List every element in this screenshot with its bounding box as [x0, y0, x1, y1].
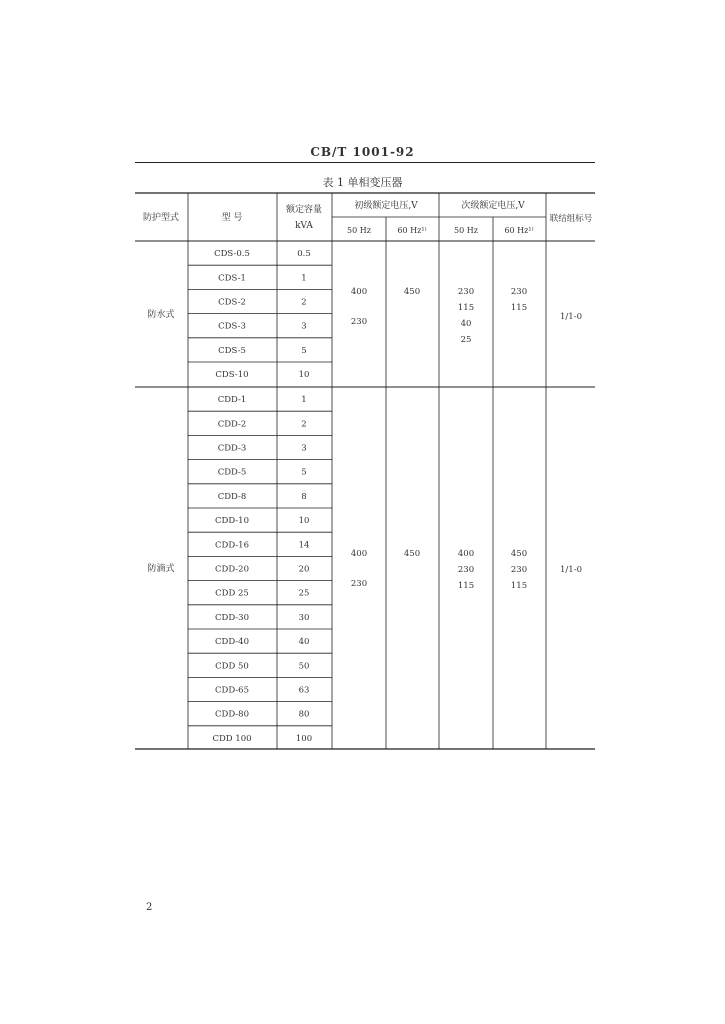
document-code: CB/T 1001-92: [310, 145, 415, 159]
row-model: CDS-10: [215, 370, 249, 381]
row-model: CDD-80: [215, 709, 249, 720]
row-model: CDD-2: [217, 419, 247, 430]
group-2-secondary-60-c: 115: [510, 581, 528, 591]
group-2-primary-50-b: 230: [350, 579, 368, 589]
row-capacity: 0.5: [297, 249, 311, 260]
row-capacity: 5: [301, 467, 307, 478]
row-capacity: 25: [298, 588, 310, 599]
row-capacity: 30: [298, 612, 310, 623]
row-model: CDD-40: [215, 637, 249, 648]
row-model: CDS-1: [218, 273, 246, 284]
group-1-primary-50-b: 230: [350, 317, 368, 327]
row-capacity: 50: [298, 661, 310, 672]
header-capacity-unit: kVA: [295, 221, 313, 231]
row-model: CDD-10: [215, 516, 249, 527]
header-model: 型 号: [221, 213, 243, 223]
row-model: CDD-3: [217, 443, 247, 454]
row-capacity: 20: [298, 564, 310, 575]
row-capacity: 63: [298, 685, 310, 696]
row-model: CDS-0.5: [214, 249, 250, 260]
header-primary-voltage: 初级额定电压,V: [354, 201, 418, 211]
row-capacity: 100: [295, 733, 313, 744]
header-capacity: 额定容量: [285, 205, 323, 215]
header-secondary-voltage: 次级额定电压,V: [461, 201, 525, 211]
row-model: CDD-30: [215, 612, 249, 623]
row-model: CDD 100: [212, 733, 252, 744]
group-1-connection: 1/1-0: [560, 312, 582, 322]
row-capacity: 10: [298, 516, 310, 527]
group-2-primary-60: 450: [403, 549, 421, 559]
row-model: CDD-16: [215, 540, 249, 551]
row-capacity: 3: [301, 443, 307, 454]
table-rows: [188, 249, 332, 744]
row-model: CDD-5: [217, 467, 247, 478]
row-model: CDS-2: [218, 297, 246, 308]
row-capacity: 1: [301, 273, 307, 284]
group-2-primary-50-a: 400: [350, 549, 368, 559]
group-1-primary-50-a: 400: [350, 287, 368, 297]
row-model: CDD-65: [215, 685, 249, 696]
header-connection: 联结组标号: [549, 214, 593, 224]
row-capacity: 8: [301, 491, 307, 502]
group-2-secondary-60-a: 450: [510, 549, 528, 559]
row-model: CDD 25: [215, 588, 249, 599]
group-1-secondary-50-d: 25: [460, 335, 472, 345]
row-model: CDD-20: [215, 564, 249, 575]
group-2-secondary-50-a: 400: [457, 549, 475, 559]
page-number: 2: [146, 902, 153, 913]
row-model: CDS-3: [218, 321, 246, 332]
header-secondary-60hz: 60 Hz¹⁾: [504, 226, 534, 235]
group-1-secondary-50-b: 115: [457, 303, 475, 313]
group-1-primary-60: 450: [403, 287, 421, 297]
row-model: CDD-1: [217, 395, 247, 406]
row-capacity: 2: [301, 419, 307, 430]
group-2-secondary-50-b: 230: [457, 565, 475, 575]
group-2-protection: 防滴式: [147, 564, 175, 574]
row-capacity: 80: [298, 709, 310, 720]
row-capacity: 2: [301, 297, 307, 308]
group-2-secondary-50-c: 115: [457, 581, 475, 591]
group-1-secondary-60-a: 230: [510, 287, 528, 297]
header-primary-50hz: 50 Hz: [347, 226, 371, 235]
header-protection: 防护型式: [142, 213, 180, 223]
group-2-secondary-60-b: 230: [510, 565, 528, 575]
table-caption: 表 1 单相变压器: [322, 176, 403, 189]
header-primary-60hz: 60 Hz¹⁾: [397, 226, 427, 235]
group-1-secondary-50-a: 230: [457, 287, 475, 297]
row-capacity: 40: [298, 637, 310, 648]
row-model: CDD-8: [217, 491, 247, 502]
row-capacity: 5: [301, 345, 307, 356]
group-1-protection: 防水式: [147, 310, 175, 320]
group-1-secondary-50-c: 40: [460, 319, 472, 329]
header-secondary-50hz: 50 Hz: [454, 226, 478, 235]
row-capacity: 1: [301, 395, 307, 406]
group-2-connection: 1/1-0: [560, 565, 582, 575]
row-capacity: 10: [298, 370, 310, 381]
row-model: CDD 50: [215, 661, 249, 672]
row-capacity: 14: [298, 540, 310, 551]
row-capacity: 3: [301, 321, 307, 332]
row-model: CDS-5: [218, 345, 246, 356]
group-1-secondary-60-b: 115: [510, 303, 528, 313]
